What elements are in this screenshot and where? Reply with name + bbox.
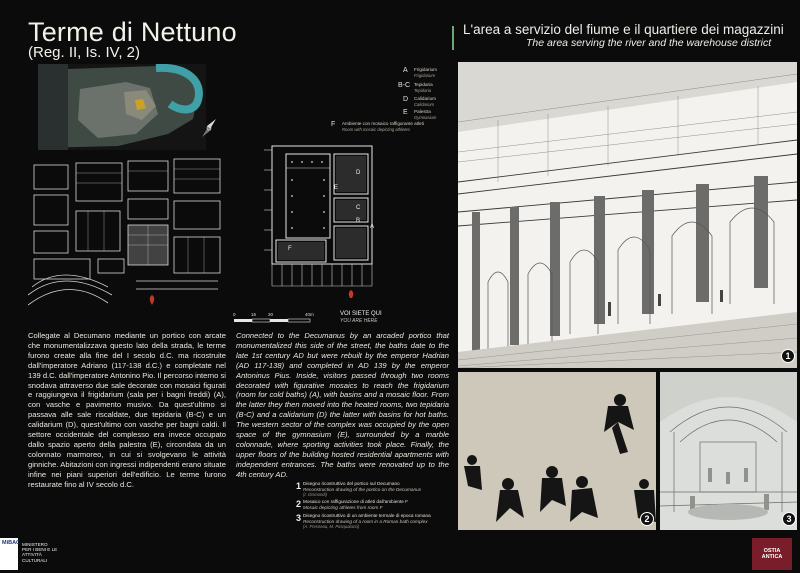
caption-number: 3 (296, 513, 302, 523)
caption-1 (296, 481, 455, 498)
plan-label-f: F (288, 246, 292, 252)
compass-icon (198, 117, 220, 139)
scale-tick: 16 (251, 312, 257, 317)
scale-tick: 30 (268, 312, 274, 317)
caption-credit: (A. Fresneau, M. Pasqualucci) (303, 524, 360, 530)
legend-label-en: Room with mosaic depicting athletes (342, 127, 410, 132)
legend-label-en: Calidarium (414, 102, 435, 107)
location-marker-icon (150, 295, 155, 305)
plan-label-b: B (356, 218, 361, 224)
title-divider (452, 26, 454, 50)
scale-bar (234, 318, 314, 324)
legend-label-en: Tepidaria (414, 88, 432, 93)
legend-label-it: Ambiente con mosaico raffigurante atleti (342, 121, 424, 126)
photo-bath-room-reconstruction (660, 372, 797, 530)
caption-2 (296, 499, 455, 510)
caption-credit: (I. Gismondi) (303, 492, 327, 498)
location-map (38, 64, 206, 150)
section-subtitle: The area serving the river and the warehouse district (526, 37, 772, 49)
caption-it: Mosaico con raffigurazione di atleti dall'ambiente F (303, 499, 409, 504)
legend-key-f: F (331, 121, 336, 128)
photo-badge-1: 1 (781, 349, 795, 363)
caption-number: 1 (296, 481, 302, 491)
photo-athletes-mosaic (458, 372, 656, 530)
legend-label-it: Calidarium (414, 96, 436, 101)
legend-key-bc: B-C (398, 82, 411, 89)
caption-en: Reconstruction drawing of the portico on the Decumanus (303, 486, 422, 492)
photo-badge-2: 2 (640, 512, 654, 526)
ministry-logo-code: MiBAC (2, 540, 21, 546)
photo-badge-3: 3 (782, 512, 796, 526)
caption-number: 2 (296, 499, 302, 509)
neighbourhood-plan (28, 155, 226, 315)
page-title: Terme di Nettuno (28, 17, 237, 47)
ministry-logo-text: MINISTERO PER I BENI E LE ATTIVITÀ CULTURALI (22, 542, 58, 563)
you-are-here-en: YOU ARE HERE (340, 318, 378, 324)
legend-label-it: Palestra (414, 109, 431, 114)
ostia-logo-text: OSTIA ANTICA (761, 548, 783, 560)
caption-en: Mosaic depicting athletes from room F (303, 504, 383, 510)
scale-tick: 0 (233, 312, 236, 317)
legend-key-d: D (403, 96, 409, 103)
legend-label-it: Frigidarium (414, 67, 437, 72)
you-are-here-marker-icon (349, 290, 354, 298)
photo-portico-reconstruction (458, 62, 797, 368)
caption-en: Reconstruction drawing of a room in a Roman bath complex (303, 518, 428, 524)
plan-label-a: A (370, 224, 375, 230)
description-italian: Collegate al Decumano mediante un portico con arcate che monumentalizzava questo lato della strada, le terme furono create alla fine del I secolo d.C. ma ricostruite dall'imperatore Adriano (117-138 d.C.) e completate nel 139 d.C. dall'imperatore Antonino Pio. Il percorso interno si snodava attraverso due sale decorate con mosaici figurati e raggiungeva il frigidarium (sala per i bagni freddi) (A), con vasche e pavimento musivo. Da quest'ultimo si passava alle sale riscaldate, due tepidaria (B-C) e un calidarium (D), quest'ultimo con vasche per bagni caldi. Il settore occidentale del complesso era invece occupato dallo spazio aperto della palestra (E), circondata da un colonnato marmoreo, in cui si svolgevano le attività ginniche. Abitazioni con ingressi indipendenti erano situate infine nei piani superiori dell'edificio. Le terme furono restaurate fino al IV secolo d.C. (28, 331, 226, 489)
section-title: L'area a servizio del fiume e il quartiere dei magazzini (463, 22, 784, 37)
legend-key-e: E (403, 109, 408, 116)
scale-tick: 40m (305, 312, 314, 317)
baths-plan (262, 140, 380, 298)
plan-label-e: E (334, 185, 339, 191)
legend-key-a: A (403, 67, 408, 74)
plan-label-c: C (356, 205, 361, 211)
legend-label-en: Frigidarium (414, 73, 435, 78)
legend-label-en: Gymnasium (414, 115, 437, 120)
caption-3 (296, 513, 455, 530)
page-subtitle: (Reg. II, Is. IV, 2) (28, 44, 140, 61)
caption-it: Disegno ricostruttivo di un ambiente termale di epoca romana (303, 513, 431, 518)
plan-label-d: D (356, 170, 361, 176)
description-english: Connected to the Decumanus by an arcaded portico that monumentalized this side of the street, the baths date to the late 1st century AD but were rebuilt by the emperor Hadrian (AD 117-138) and completed in AD 139 by the emperor Antoninus Pius. Inside, visitors passed through two rooms decorated with figurative mosaics to reach the frigidarium (room for cold baths) (A), with basins and a mosaic floor. From the latter they then moved into the heated rooms, two tepidaria (B-C) and a calidarium (D) the latter with basins for hot baths. The western sector of the complex was occupied by the open space of the gymnasium (E), surrounded by a marble colonnade, where sporting activities took place. Finally, the upper floors of the building hosted residential apartments with independent entrances. The baths were renovated up to the 4th century AD. (236, 331, 449, 479)
caption-it: Disegno ricostruttivo del portico sul Decumano (303, 481, 400, 486)
you-are-here-it: VOI SIETE QUI (340, 311, 382, 317)
legend-label-it: Tepidaria (414, 82, 433, 87)
